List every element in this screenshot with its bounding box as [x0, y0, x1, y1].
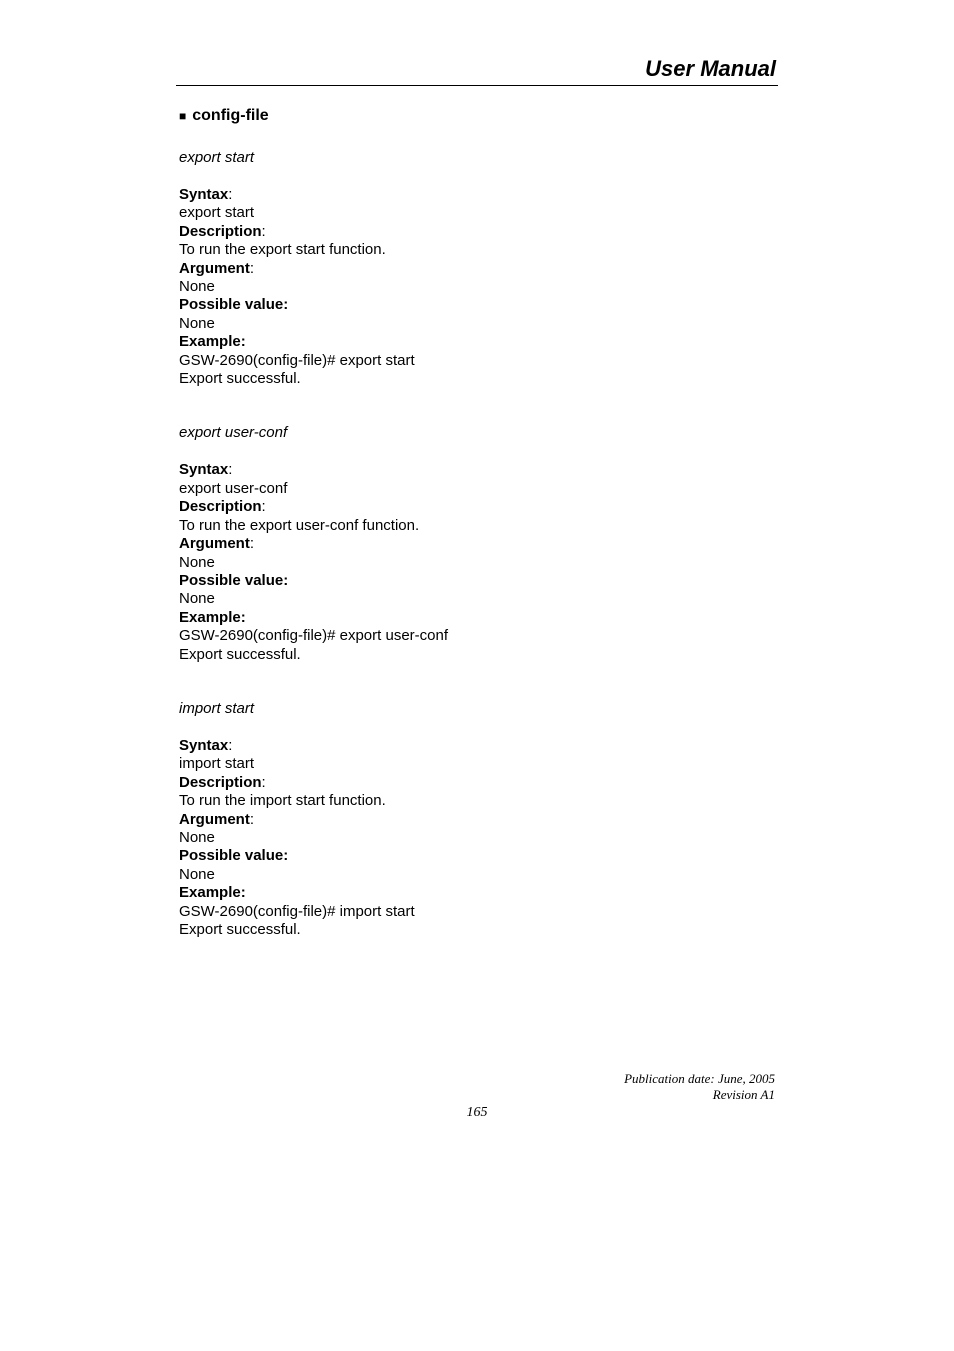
syntax-colon: : — [228, 186, 233, 203]
command-title: export start — [179, 149, 255, 166]
syntax-value: export user-conf — [179, 479, 288, 497]
description-label-line — [179, 498, 779, 516]
syntax-value: export start — [179, 204, 255, 222]
argument-colon: : — [249, 259, 255, 277]
argument-value: None — [179, 553, 215, 571]
description-label-line — [179, 774, 779, 792]
example-command: GSW-2690(config-file)# export user-conf — [179, 627, 449, 645]
argument-value: None — [179, 828, 215, 846]
argument-label: Argument — [179, 810, 250, 828]
argument-value: None — [179, 278, 215, 296]
argument-colon: : — [249, 535, 255, 553]
description-label: Description — [179, 498, 262, 516]
syntax-colon: : — [228, 736, 233, 754]
command-title: import start — [179, 699, 255, 717]
example-label: Example: — [179, 608, 246, 626]
command-block — [179, 149, 779, 388]
command-block — [179, 700, 779, 939]
description-value: To run the export start function. — [179, 241, 386, 259]
example-command: GSW-2690(config-file)# import start — [179, 902, 415, 920]
example-label: Example: — [179, 333, 246, 351]
publication-date: Publication date: June, 2005 — [624, 1071, 775, 1086]
syntax-label: Syntax — [179, 736, 229, 754]
example-label: Example: — [179, 884, 246, 902]
syntax-value: import start — [179, 755, 255, 773]
argument-label: Argument — [179, 535, 250, 553]
argument-label-line — [179, 535, 779, 553]
command-block — [179, 424, 779, 663]
argument-label-line — [179, 260, 779, 278]
possible-value-label: Possible value: — [179, 847, 289, 865]
section-title-text: config-file — [192, 107, 269, 124]
description-value: To run the import start function. — [179, 792, 386, 810]
possible-value: None — [179, 590, 215, 608]
syntax-colon: : — [228, 461, 233, 479]
syntax-label-line — [179, 737, 779, 755]
description-colon: : — [261, 498, 266, 516]
example-command: GSW-2690(config-file)# export start — [179, 351, 415, 369]
syntax-label: Syntax — [179, 186, 229, 203]
command-title: export user-conf — [179, 424, 288, 442]
description-label: Description — [179, 773, 262, 791]
bullet-icon: ■ — [179, 109, 187, 123]
description-colon: : — [261, 773, 266, 791]
footer-publication-info — [624, 1071, 775, 1103]
argument-label-line — [179, 811, 779, 829]
description-label: Description — [179, 222, 262, 240]
example-output: Export successful. — [179, 921, 301, 938]
description-colon: : — [261, 222, 266, 240]
argument-colon: : — [249, 810, 255, 828]
page-content — [179, 106, 779, 975]
possible-value-label: Possible value: — [179, 296, 289, 314]
example-output: Export successful. — [179, 645, 301, 663]
header-title: User Manual — [645, 56, 776, 81]
possible-value-label: Possible value: — [179, 571, 289, 589]
page-number: 165 — [466, 1105, 488, 1120]
section-title — [179, 106, 779, 126]
possible-value: None — [179, 314, 215, 332]
description-value: To run the export user-conf function. — [179, 516, 420, 534]
syntax-label-line — [179, 186, 779, 204]
example-output: Export successful. — [179, 370, 301, 388]
argument-label: Argument — [179, 259, 250, 277]
revision: Revision A1 — [712, 1087, 775, 1102]
syntax-label-line — [179, 461, 779, 479]
syntax-label: Syntax — [179, 461, 229, 479]
description-label-line — [179, 223, 779, 241]
possible-value: None — [179, 865, 215, 883]
header-rule — [176, 85, 778, 86]
